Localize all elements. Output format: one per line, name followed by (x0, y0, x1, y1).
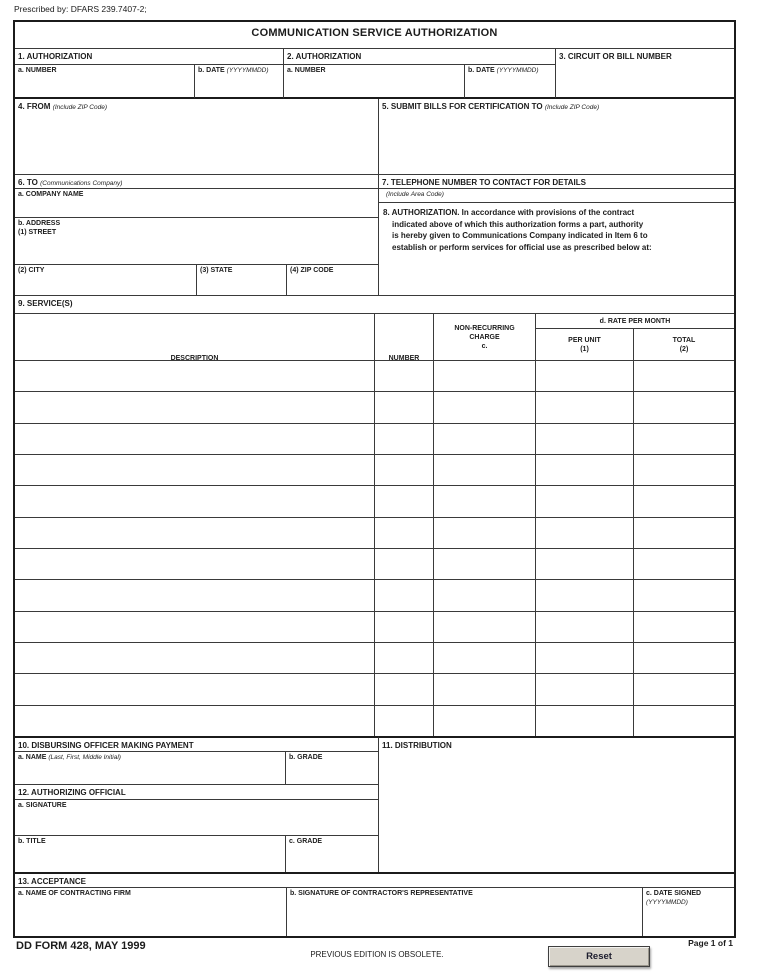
service-per-unit-cell[interactable] (535, 706, 633, 736)
service-description-cell[interactable] (15, 643, 374, 673)
service-total-cell[interactable] (633, 549, 734, 579)
service-description-cell[interactable] (15, 392, 374, 422)
authorization-1-date-format-hint: (YYYYMMDD) (226, 67, 269, 74)
reset-button[interactable]: Reset (548, 946, 650, 967)
service-table-row (15, 673, 734, 704)
service-table-total-header: TOTAL (2) (633, 329, 734, 360)
service-per-unit-cell[interactable] (535, 455, 633, 485)
service-table-body (15, 360, 734, 736)
service-number-cell[interactable] (374, 424, 433, 454)
service-description-cell[interactable] (15, 549, 374, 579)
service-per-unit-cell[interactable] (535, 486, 633, 516)
service-table-row (15, 705, 734, 736)
distribution-field[interactable] (378, 736, 734, 872)
authorization-2-date-field[interactable] (464, 65, 555, 99)
contracting-firm-name-label: a. NAME OF CONTRACTING FIRM (18, 890, 131, 897)
authorizing-official-signature-label: a. SIGNATURE (18, 802, 67, 809)
service-number-cell[interactable] (374, 706, 433, 736)
service-total-cell[interactable] (633, 455, 734, 485)
authorizing-official-grade-label: c. GRADE (289, 838, 323, 845)
service-description-cell[interactable] (15, 361, 374, 391)
service-nonrecurring-cell[interactable] (433, 706, 535, 736)
section-10-header: 10. DISBURSING OFFICER MAKING PAYMENT (15, 736, 378, 752)
service-total-cell[interactable] (633, 706, 734, 736)
service-description-cell[interactable] (15, 674, 374, 704)
service-total-cell[interactable] (633, 392, 734, 422)
service-per-unit-cell[interactable] (535, 549, 633, 579)
section-7-header: 7. TELEPHONE NUMBER TO CONTACT FOR DETAILS (378, 174, 734, 189)
service-number-cell[interactable] (374, 549, 433, 579)
service-table-description-header: DESCRIPTION (15, 313, 374, 360)
service-nonrecurring-cell[interactable] (433, 674, 535, 704)
service-table-row (15, 579, 734, 610)
service-table-row (15, 454, 734, 485)
service-table-row (15, 642, 734, 673)
from-field[interactable] (15, 99, 378, 174)
service-per-unit-cell[interactable] (535, 518, 633, 548)
service-total-cell[interactable] (633, 424, 734, 454)
service-table-nonrecurring-header: NON-RECURRING CHARGE c. (433, 313, 535, 360)
state-field[interactable] (196, 264, 286, 295)
service-per-unit-cell[interactable] (535, 674, 633, 704)
city-label: (2) CITY (18, 267, 45, 274)
authorizing-official-grade-field[interactable] (285, 835, 378, 872)
service-total-cell[interactable] (633, 361, 734, 391)
authorization-1-number-label: a. NUMBER (18, 67, 57, 74)
authorization-2-date-format-hint: (YYYYMMDD) (496, 67, 539, 74)
authorization-statement (378, 202, 734, 295)
section-12-header: 12. AUTHORIZING OFFICIAL (15, 784, 378, 800)
authorization-statement-line: indicated above of which this authorization forms a part, authority (392, 219, 644, 229)
street-label: (1) STREET (18, 228, 57, 236)
circuit-or-bill-number-field[interactable] (555, 49, 734, 99)
service-description-cell[interactable] (15, 706, 374, 736)
service-nonrecurring-cell[interactable] (433, 518, 535, 548)
zip-code-field[interactable] (286, 264, 378, 295)
service-per-unit-cell[interactable] (535, 424, 633, 454)
service-description-cell[interactable] (15, 612, 374, 642)
service-table-row (15, 391, 734, 422)
distribution-label: 11. DISTRIBUTION (382, 741, 452, 750)
service-total-cell[interactable] (633, 643, 734, 673)
service-number-cell[interactable] (374, 455, 433, 485)
page-indicator: Page 1 of 1 (688, 938, 733, 948)
service-description-cell[interactable] (15, 580, 374, 610)
service-total-cell[interactable] (633, 674, 734, 704)
disbursing-officer-grade-field[interactable] (285, 752, 378, 784)
service-description-cell[interactable] (15, 455, 374, 485)
authorization-statement-line: establish or perform services for official use as prescribed below at: (392, 242, 652, 252)
service-nonrecurring-cell[interactable] (433, 424, 535, 454)
authorization-1-date-label: b. DATE (198, 67, 225, 74)
service-total-cell[interactable] (633, 486, 734, 516)
service-total-cell[interactable] (633, 612, 734, 642)
service-table-row (15, 548, 734, 579)
prescribed-by-note: Prescribed by: DFARS 239.7407-2; (14, 4, 147, 14)
disbursing-officer-name-field[interactable] (15, 752, 285, 784)
service-table-row (15, 517, 734, 548)
previous-edition-note: PREVIOUS EDITION IS OBSOLETE. (310, 950, 444, 959)
service-nonrecurring-cell[interactable] (433, 549, 535, 579)
to-label: 6. TO (18, 178, 38, 187)
authorization-statement-line: 8. AUTHORIZATION. In accordance with provisions of the contract (383, 208, 635, 217)
service-nonrecurring-cell[interactable] (433, 392, 535, 422)
from-label: 4. FROM (18, 102, 51, 111)
from-zip-hint: (Include ZIP Code) (52, 104, 107, 111)
service-table-row (15, 485, 734, 516)
form-frame (13, 20, 736, 938)
section-2-header: 2. AUTHORIZATION (283, 49, 555, 65)
authorization-2-number-field[interactable] (283, 65, 464, 99)
section-1-header: 1. AUTHORIZATION (15, 49, 283, 65)
service-number-cell[interactable] (374, 486, 433, 516)
authorizing-official-title-label: b. TITLE (18, 838, 46, 845)
company-name-label: a. COMPANY NAME (18, 191, 84, 198)
date-signed-field[interactable] (642, 888, 734, 936)
contractor-signature-label: b. SIGNATURE OF CONTRACTOR'S REPRESENTATIVE (290, 890, 473, 897)
service-table-row (15, 611, 734, 642)
disbursing-officer-grade-label: b. GRADE (289, 754, 323, 761)
service-description-cell[interactable] (15, 424, 374, 454)
service-description-cell[interactable] (15, 518, 374, 548)
service-nonrecurring-cell[interactable] (433, 455, 535, 485)
authorization-1-number-field[interactable] (15, 65, 194, 99)
service-per-unit-cell[interactable] (535, 612, 633, 642)
address-street-field[interactable] (15, 217, 378, 264)
disbursing-officer-name-label: a. NAME (18, 754, 47, 761)
service-nonrecurring-cell[interactable] (433, 361, 535, 391)
state-label: (3) STATE (200, 267, 233, 274)
service-nonrecurring-cell[interactable] (433, 643, 535, 673)
submit-bills-zip-hint: (Include ZIP Code) (544, 104, 600, 111)
contractor-signature-field[interactable] (286, 888, 642, 936)
service-description-cell[interactable] (15, 486, 374, 516)
service-table-rate-header: d. RATE PER MONTH (535, 313, 734, 329)
date-signed-label: c. DATE SIGNED (646, 890, 702, 897)
address-label: b. ADDRESS (18, 220, 61, 227)
authorizing-official-title-field[interactable] (15, 835, 285, 872)
service-table-row (15, 360, 734, 391)
zip-code-label: (4) ZIP CODE (290, 267, 334, 274)
service-per-unit-cell[interactable] (535, 643, 633, 673)
to-company-hint: (Communications Company) (40, 180, 123, 187)
service-total-cell[interactable] (633, 580, 734, 610)
authorization-2-number-label: a. NUMBER (287, 67, 326, 74)
service-per-unit-cell[interactable] (535, 392, 633, 422)
section-13-header: 13. ACCEPTANCE (15, 872, 734, 888)
section-6-header (15, 174, 378, 189)
telephone-field[interactable] (378, 189, 734, 202)
service-table-number-header: NUMBER (374, 313, 433, 360)
date-signed-format-hint: (YYYYMMDD) (646, 898, 688, 906)
service-per-unit-cell[interactable] (535, 580, 633, 610)
service-total-cell[interactable] (633, 518, 734, 548)
area-code-hint: (Include Area Code) (386, 191, 444, 198)
service-number-cell[interactable] (374, 518, 433, 548)
authorization-1-date-field[interactable] (194, 65, 283, 99)
submit-bills-label: 5. SUBMIT BILLS FOR CERTIFICATION TO (382, 102, 543, 111)
submit-bills-field[interactable] (378, 99, 734, 174)
section-9-header: 9. SERVICE(S) (15, 295, 734, 313)
form-number: DD FORM 428, MAY 1999 (16, 940, 146, 952)
contracting-firm-name-field[interactable] (15, 888, 286, 936)
service-number-cell[interactable] (374, 361, 433, 391)
service-number-cell[interactable] (374, 612, 433, 642)
city-field[interactable] (15, 264, 196, 295)
form-title: COMMUNICATION SERVICE AUTHORIZATION (15, 22, 734, 49)
authorization-statement-line: is hereby given to Communications Company indicated in Item 6 to (392, 231, 648, 240)
disbursing-officer-name-hint: (Last, First, Middle Initial) (48, 754, 121, 761)
service-table-row (15, 423, 734, 454)
service-nonrecurring-cell[interactable] (433, 612, 535, 642)
company-name-field[interactable] (15, 189, 378, 217)
service-table-per-unit-header: PER UNIT (1) (535, 329, 633, 360)
service-nonrecurring-cell[interactable] (433, 580, 535, 610)
service-number-cell[interactable] (374, 392, 433, 422)
section-3-label: 3. CIRCUIT OR BILL NUMBER (559, 52, 672, 61)
service-per-unit-cell[interactable] (535, 361, 633, 391)
authorizing-official-signature-field[interactable] (15, 800, 378, 835)
service-number-cell[interactable] (374, 580, 433, 610)
service-number-cell[interactable] (374, 643, 433, 673)
service-number-cell[interactable] (374, 674, 433, 704)
authorization-2-date-label: b. DATE (468, 67, 495, 74)
service-nonrecurring-cell[interactable] (433, 486, 535, 516)
